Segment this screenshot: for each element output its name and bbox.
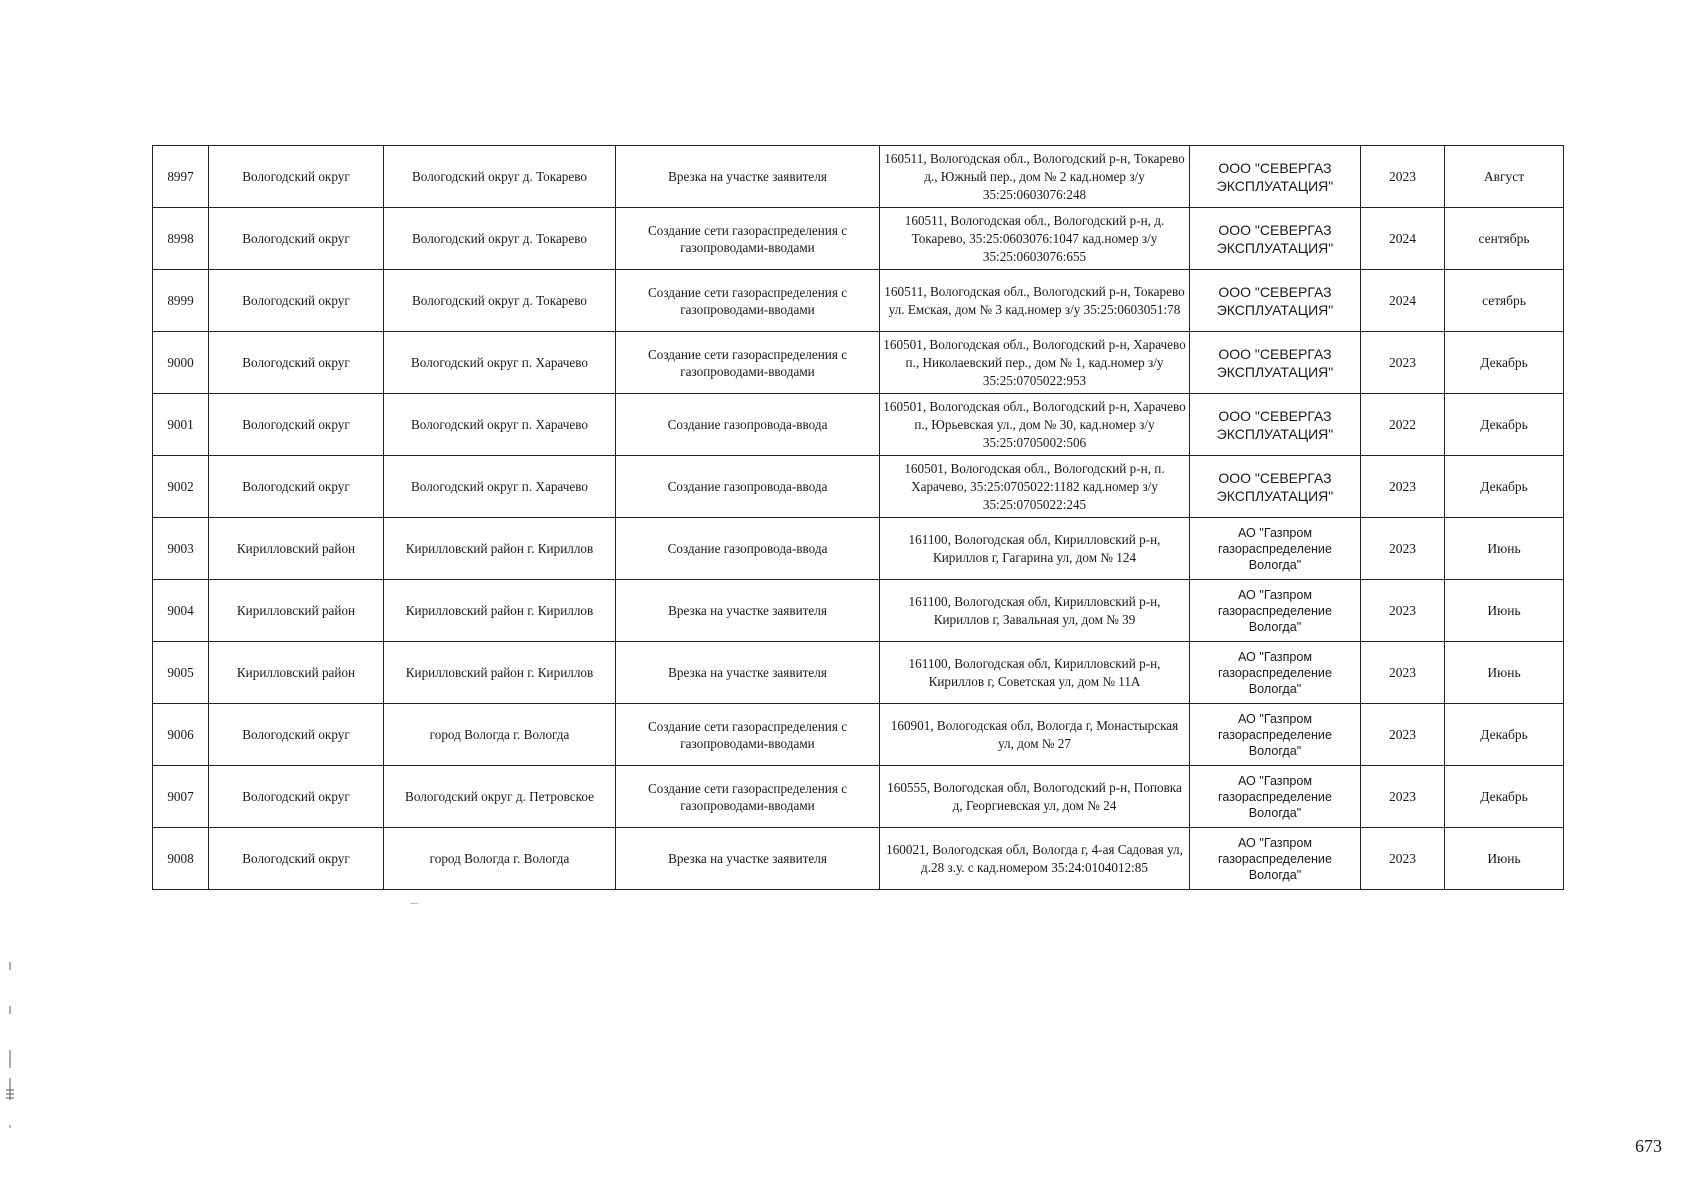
cell-month: сетябрь: [1445, 270, 1564, 332]
cell-year: 2023: [1361, 456, 1445, 518]
cell-number: 9006: [153, 704, 209, 766]
cell-address: 160901, Вологодская обл, Вологда г, Монастырская ул, дом № 27: [880, 704, 1190, 766]
cell-district: Вологодский округ: [209, 146, 384, 208]
cell-year: 2023: [1361, 766, 1445, 828]
cell-organization: АО "Газпром газораспределение Вологда": [1190, 580, 1361, 642]
cell-number: 9005: [153, 642, 209, 704]
cell-month: Июнь: [1445, 828, 1564, 890]
scan-margin-marks: [0, 960, 20, 1140]
cell-locality: город Вологда г. Вологда: [384, 828, 616, 890]
cell-address: 160501, Вологодская обл., Вологодский р-н, Харачево п., Николаевский пер., дом № 1, кад.номер з/у 35:25:0705022:953: [880, 332, 1190, 394]
cell-number: 8999: [153, 270, 209, 332]
cell-year: 2023: [1361, 332, 1445, 394]
cell-district: Кирилловский район: [209, 518, 384, 580]
cell-locality: Вологодский округ д. Петровское: [384, 766, 616, 828]
cell-month: Август: [1445, 146, 1564, 208]
cell-district: Вологодский округ: [209, 456, 384, 518]
table-row: [153, 456, 1564, 518]
cell-address: 161100, Вологодская обл, Кирилловский р-н, Кириллов г, Гагарина ул, дом № 124: [880, 518, 1190, 580]
cell-district: Кирилловский район: [209, 580, 384, 642]
cell-locality: Вологодский округ п. Харачево: [384, 456, 616, 518]
cell-organization: АО "Газпром газораспределение Вологда": [1190, 704, 1361, 766]
cell-work-type: Создание сети газораспределения с газопроводами-вводами: [616, 704, 880, 766]
table-row: [153, 146, 1564, 208]
cell-work-type: Врезка на участке заявителя: [616, 146, 880, 208]
cell-work-type: Врезка на участке заявителя: [616, 580, 880, 642]
table-row: [153, 270, 1564, 332]
cell-year: 2023: [1361, 580, 1445, 642]
table-row: [153, 580, 1564, 642]
cell-number: 9001: [153, 394, 209, 456]
table-row: [153, 394, 1564, 456]
cell-address: 160511, Вологодская обл., Вологодский р-н, Токарево д., Южный пер., дом № 2 кад.номер з/у 35:25:0603076:248: [880, 146, 1190, 208]
cell-work-type: Создание сети газораспределения с газопроводами-вводами: [616, 766, 880, 828]
cell-work-type: Создание газопровода-ввода: [616, 456, 880, 518]
cell-address: 160511, Вологодская обл., Вологодский р-н, д. Токарево, 35:25:0603076:1047 кад.номер з/у 35:25:0603076:655: [880, 208, 1190, 270]
cell-address: 161100, Вологодская обл, Кирилловский р-н, Кириллов г, Советская ул, дом № 11А: [880, 642, 1190, 704]
cell-locality: Кирилловский район г. Кириллов: [384, 518, 616, 580]
cell-number: 8998: [153, 208, 209, 270]
cell-organization: ООО "СЕВЕРГАЗ ЭКСПЛУАТАЦИЯ": [1190, 456, 1361, 518]
table-row: [153, 518, 1564, 580]
cell-organization: АО "Газпром газораспределение Вологда": [1190, 828, 1361, 890]
cell-locality: Вологодский округ д. Токарево: [384, 146, 616, 208]
cell-month: Июнь: [1445, 642, 1564, 704]
cell-district: Вологодский округ: [209, 332, 384, 394]
cell-number: 8997: [153, 146, 209, 208]
cell-year: 2024: [1361, 208, 1445, 270]
cell-organization: ООО "СЕВЕРГАЗ ЭКСПЛУАТАЦИЯ": [1190, 146, 1361, 208]
cell-locality: Вологодский округ д. Токарево: [384, 208, 616, 270]
cell-district: Вологодский округ: [209, 270, 384, 332]
cell-address: 160501, Вологодская обл., Вологодский р-н, Харачево п., Юрьевская ул., дом № 30, кад.номер з/у 35:25:0705002:506: [880, 394, 1190, 456]
cell-work-type: Врезка на участке заявителя: [616, 828, 880, 890]
cell-district: Вологодский округ: [209, 208, 384, 270]
cell-organization: АО "Газпром газораспределение Вологда": [1190, 766, 1361, 828]
cell-month: Декабрь: [1445, 766, 1564, 828]
cell-organization: ООО "СЕВЕРГАЗ ЭКСПЛУАТАЦИЯ": [1190, 332, 1361, 394]
cell-number: 9000: [153, 332, 209, 394]
table-row: [153, 704, 1564, 766]
cell-year: 2022: [1361, 394, 1445, 456]
cell-organization: ООО "СЕВЕРГАЗ ЭКСПЛУАТАЦИЯ": [1190, 394, 1361, 456]
cell-work-type: Создание газопровода-ввода: [616, 394, 880, 456]
cell-locality: город Вологда г. Вологда: [384, 704, 616, 766]
cell-month: Декабрь: [1445, 704, 1564, 766]
cell-month: Декабрь: [1445, 456, 1564, 518]
table-row: [153, 642, 1564, 704]
cell-district: Кирилловский район: [209, 642, 384, 704]
cell-district: Вологодский округ: [209, 394, 384, 456]
cell-organization: АО "Газпром газораспределение Вологда": [1190, 642, 1361, 704]
table-row: [153, 208, 1564, 270]
cell-address: 160021, Вологодская обл, Вологда г, 4-ая Садовая ул, д.28 з.у. с кад.номером 35:24:0104012:85: [880, 828, 1190, 890]
cell-work-type: Создание газопровода-ввода: [616, 518, 880, 580]
cell-locality: Кирилловский район г. Кириллов: [384, 642, 616, 704]
cell-locality: Вологодский округ д. Токарево: [384, 270, 616, 332]
gasification-registry-table: [152, 145, 1564, 890]
cell-address: 160501, Вологодская обл., Вологодский р-н, п. Харачево, 35:25:0705022:1182 кад.номер з/у 35:25:0705022:245: [880, 456, 1190, 518]
cell-year: 2023: [1361, 704, 1445, 766]
cell-district: Вологодский округ: [209, 828, 384, 890]
scan-speck: [410, 903, 418, 904]
cell-district: Вологодский округ: [209, 766, 384, 828]
cell-number: 9002: [153, 456, 209, 518]
cell-month: сентябрь: [1445, 208, 1564, 270]
cell-month: Декабрь: [1445, 394, 1564, 456]
table-row: [153, 766, 1564, 828]
cell-number: 9003: [153, 518, 209, 580]
cell-work-type: Создание сети газораспределения с газопроводами-вводами: [616, 270, 880, 332]
cell-month: Июнь: [1445, 518, 1564, 580]
cell-month: Июнь: [1445, 580, 1564, 642]
cell-work-type: Создание сети газораспределения с газопроводами-вводами: [616, 332, 880, 394]
cell-address: 160555, Вологодская обл, Вологодский р-н, Поповка д, Георгиевская ул, дом № 24: [880, 766, 1190, 828]
cell-work-type: Врезка на участке заявителя: [616, 642, 880, 704]
cell-district: Вологодский округ: [209, 704, 384, 766]
cell-number: 9007: [153, 766, 209, 828]
page-number: 673: [1635, 1136, 1662, 1156]
cell-work-type: Создание сети газораспределения с газопроводами-вводами: [616, 208, 880, 270]
cell-address: 161100, Вологодская обл, Кирилловский р-н, Кириллов г, Завальная ул, дом № 39: [880, 580, 1190, 642]
cell-organization: ООО "СЕВЕРГАЗ ЭКСПЛУАТАЦИЯ": [1190, 270, 1361, 332]
cell-year: 2023: [1361, 642, 1445, 704]
cell-year: 2024: [1361, 270, 1445, 332]
cell-address: 160511, Вологодская обл., Вологодский р-н, Токарево ул. Емская, дом № 3 кад.номер з/у 35:25:0603051:78: [880, 270, 1190, 332]
table-row: [153, 332, 1564, 394]
cell-organization: ООО "СЕВЕРГАЗ ЭКСПЛУАТАЦИЯ": [1190, 208, 1361, 270]
table-row: [153, 828, 1564, 890]
cell-number: 9008: [153, 828, 209, 890]
table-body: [153, 146, 1564, 890]
cell-locality: Вологодский округ п. Харачево: [384, 332, 616, 394]
cell-month: Декабрь: [1445, 332, 1564, 394]
cell-locality: Кирилловский район г. Кириллов: [384, 580, 616, 642]
cell-number: 9004: [153, 580, 209, 642]
cell-locality: Вологодский округ п. Харачево: [384, 394, 616, 456]
cell-organization: АО "Газпром газораспределение Вологда": [1190, 518, 1361, 580]
cell-year: 2023: [1361, 828, 1445, 890]
cell-year: 2023: [1361, 146, 1445, 208]
cell-year: 2023: [1361, 518, 1445, 580]
